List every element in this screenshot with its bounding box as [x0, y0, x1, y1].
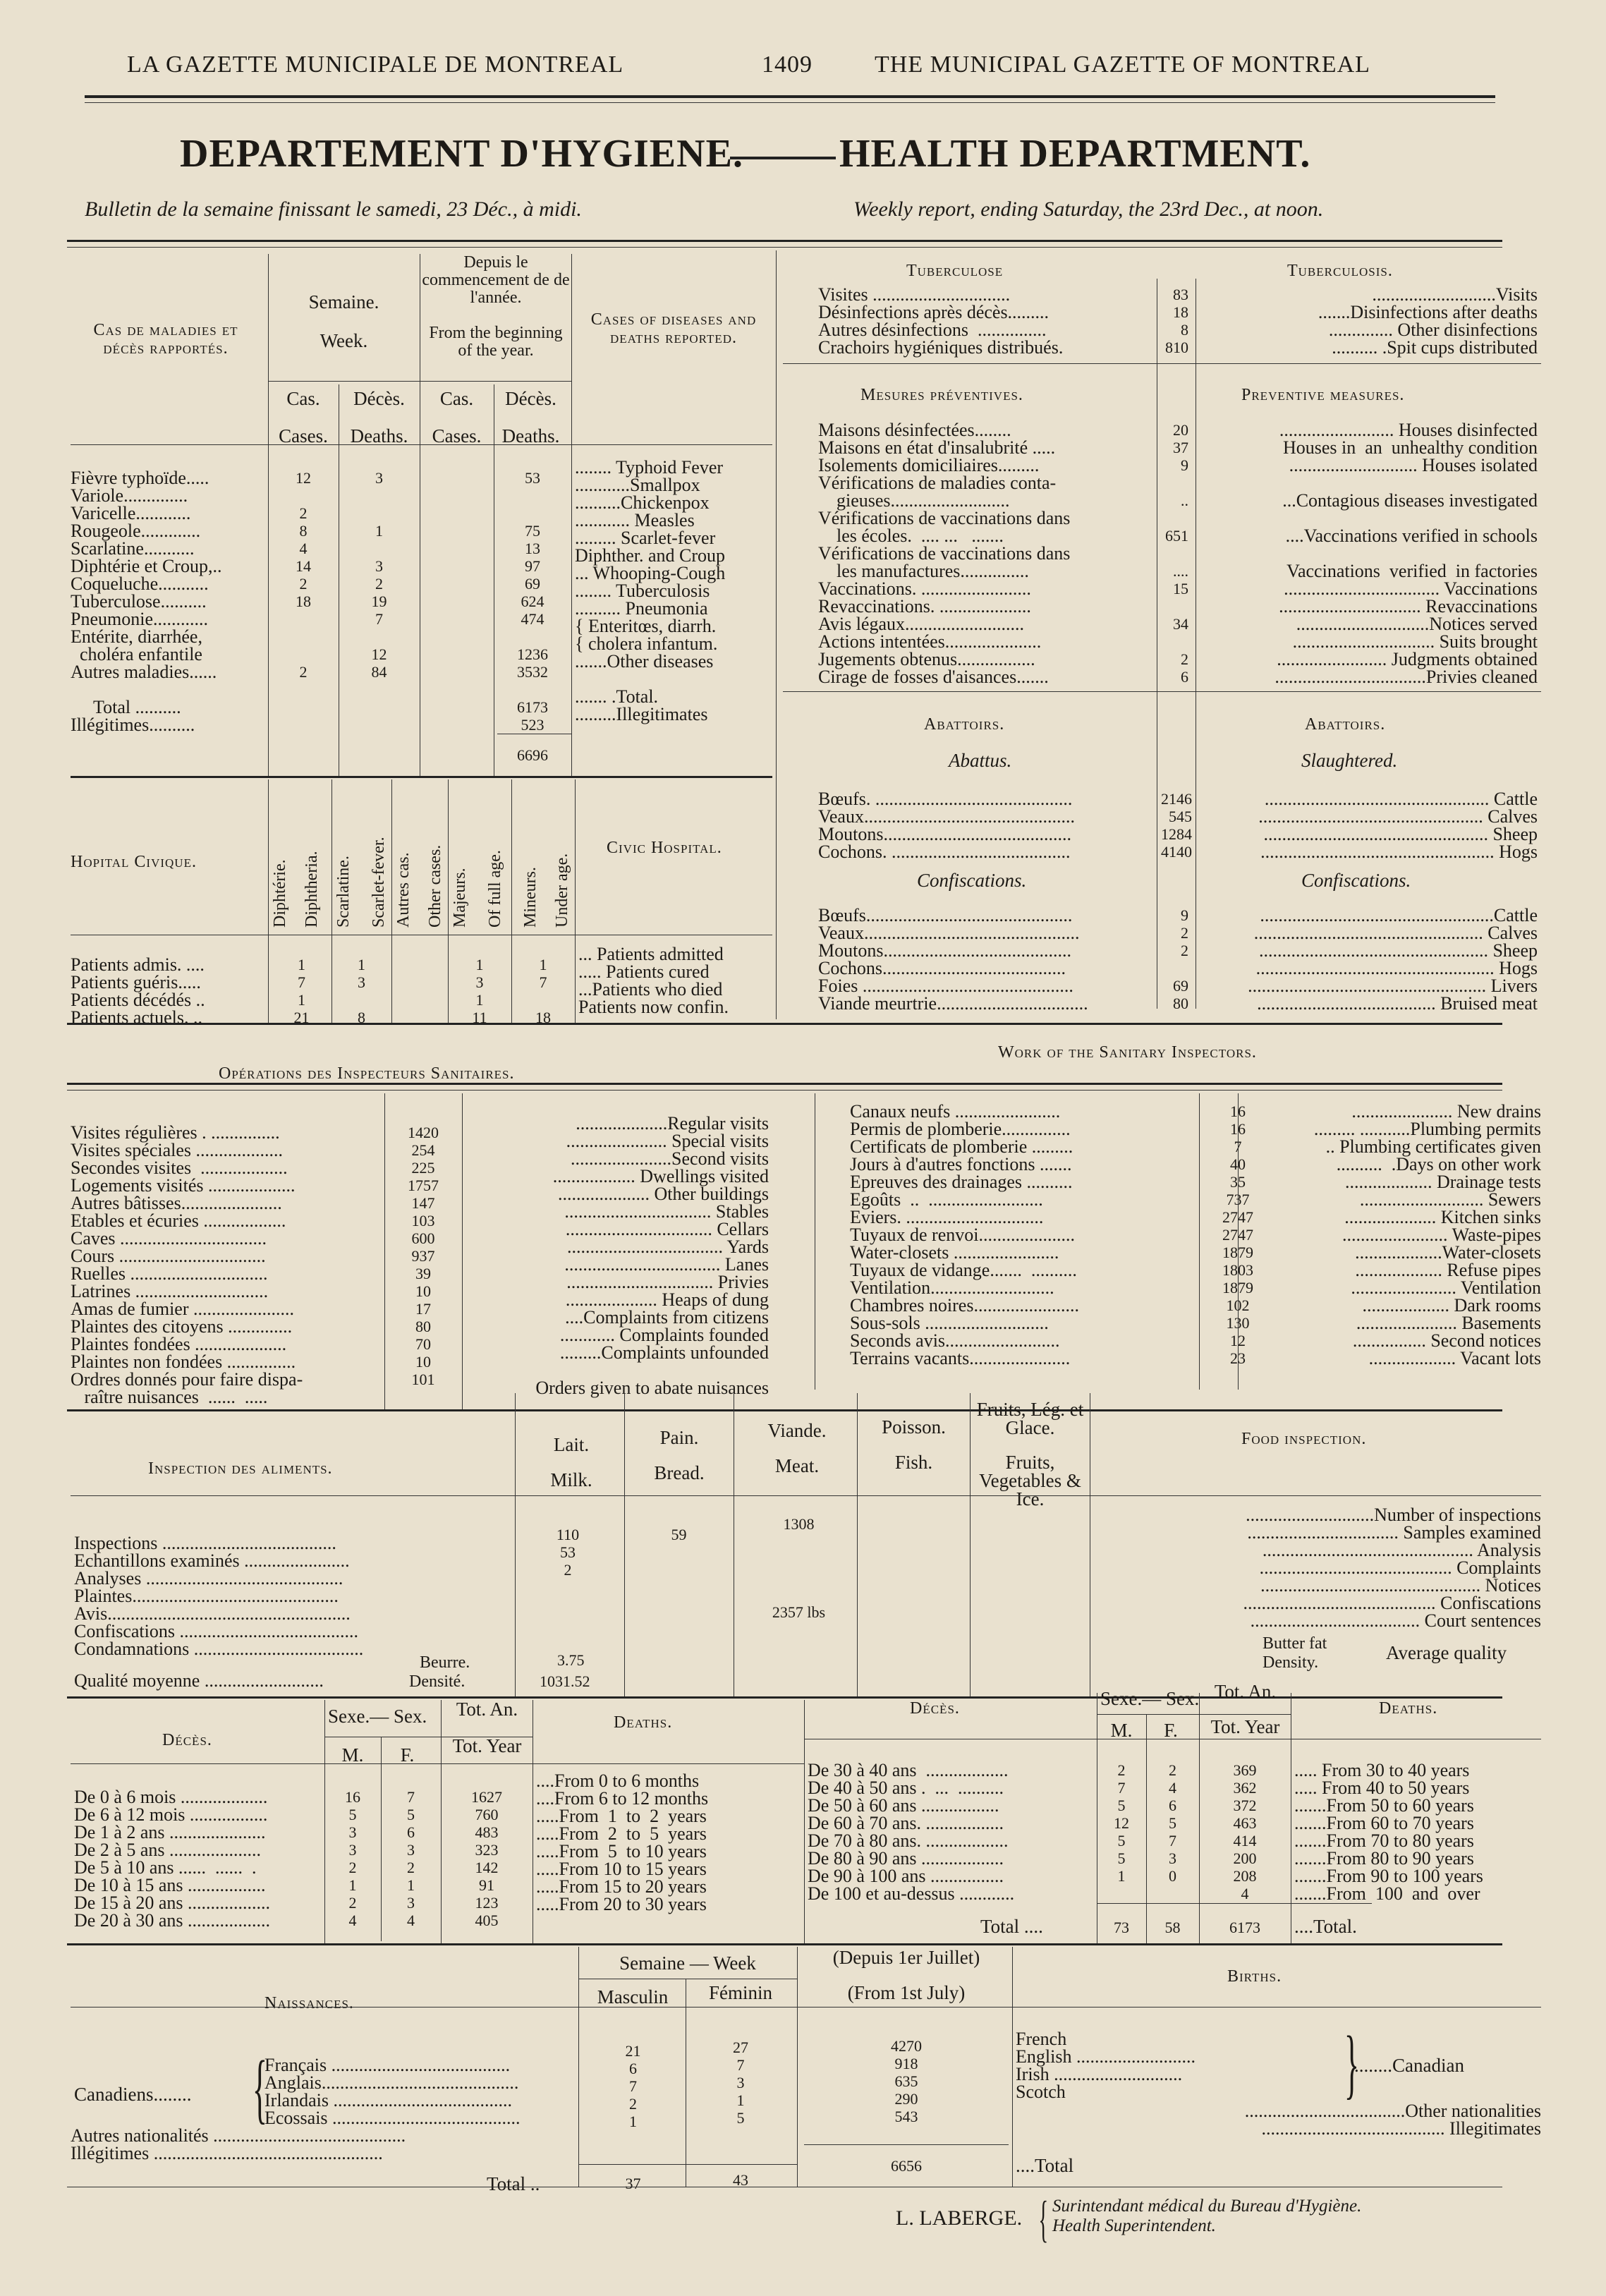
- tub-values: 83 18 8 810: [1165, 286, 1188, 356]
- tub-rows-en: ...........................Visits .......Disinfections after deaths .............. Other disinfections .......... .Spit cups distributed: [1318, 284, 1538, 358]
- insp-left-en: ....................Regular visits ...................... Special visits ......................Second visits .................. Dwellings visited .................... Other buildings ................................ Stables ................................ Cellars .................................. Yards .................................. Lanes ................................ Privies .................... Heaps of dung ....Complaints from citizens ............ Complaints founded .........Complaints unfounded Orders given to abate nuisances: [535, 1113, 769, 1398]
- rule-food: [67, 1409, 1502, 1411]
- naiss-depuis: (Depuis 1er Juillet): [832, 1947, 980, 1968]
- naiss-total-fem: 43: [733, 2171, 748, 2189]
- cases-rows-en: ........ Typhoid Fever ............Smallpox ..........Chickenpox ............ Measles ......... Scarlet-fever Diphther. and Croup ... Whooping-Cough ........ Tuberculosis .......... Pneumonia { Enteritœs, diarrh. { cholera infantum. .......Other diseases ....... .Total. .........Illegitimates: [575, 457, 726, 724]
- food-title-fr: Inspection des aliments.: [148, 1459, 333, 1478]
- subtitle-fr: Bulletin de la semaine finissant le samedi, 23 Déc., à midi.: [85, 198, 582, 221]
- hosp-vline-3: [391, 779, 392, 1023]
- hospital-top-rule: [71, 776, 772, 778]
- naiss-vline-1: [578, 1947, 579, 2187]
- naiss-masc: 21 6 7 2 1: [625, 2042, 641, 2130]
- food-viande-values: 1308 2357 lbs: [772, 1515, 826, 1621]
- hosp-scar: 1 3 8: [358, 956, 365, 1026]
- deces-left-f: 7 5 6 3 2 1 3 4: [407, 1788, 415, 1929]
- deces-total-en: ....Total.: [1294, 1916, 1357, 1937]
- col-mineurs: Mineurs.: [521, 867, 540, 928]
- col-autres: Autres cas.: [394, 852, 413, 928]
- deces-sexe-l: Sexe.— Sex.: [328, 1706, 427, 1727]
- col-diphtheria: Diphtheria.: [303, 851, 321, 928]
- conf-rows-en: ...................................................Cattle .................................................. Calves .................................................. Sheep .................................................... Hogs .................................................... Livers ....................................... Bruised meat: [1248, 905, 1538, 1014]
- col-fruits-fr: Fruits, Lég. et Glace.: [976, 1399, 1084, 1438]
- naiss-head-rule: [71, 2007, 1541, 2008]
- tub-rows-fr: Visites .............................. Désinfections après décès......... Autres désinfections ............... Crachoirs hygiéniques distribués.: [818, 284, 1064, 358]
- since-fr: Depuis le commencement de de l'année.: [422, 253, 570, 307]
- conf-fr: Confiscations.: [917, 870, 1027, 891]
- col-meat: Meat.: [774, 1455, 820, 1476]
- naiss-canadian: ........Canadian: [1354, 2055, 1464, 2076]
- deces-right-tot: 369 362 372 463 414 200 208 4: [1233, 1761, 1257, 1902]
- naiss-illeg: Illégitimes ..................................................: [71, 2143, 383, 2163]
- deces-left-m: 16 5 3 3 2 1 2 4: [345, 1788, 360, 1929]
- deces-left-fr: De 0 à 6 mois ................... De 6 à 12 mois ................. De 1 à 2 ans ..................... De 2 à 5 ans .................... De 5 à 10 ans ...... ...... . De 10 à 15 ans ................. De 15 à 20 ans .................. De 20 à 30 ans ..................: [74, 1787, 271, 1931]
- deces-total-tot: 6173: [1229, 1919, 1260, 1936]
- naiss-masculin: Masculin: [597, 1986, 669, 2008]
- naiss-rows-fr: Français ....................................... Anglais........................................... Irlandais ....................................... Ecossais .........................................: [264, 2055, 521, 2128]
- cases-label-en: Cases of diseases and deaths reported.: [590, 310, 757, 347]
- deces-sexe-r: Sexe.— Sex.: [1100, 1688, 1200, 1709]
- col-scarlatine: Scarlatine.: [334, 856, 353, 928]
- deces-totyear-r: Tot. Year: [1210, 1716, 1280, 1737]
- deces-right-en: ..... From 30 to 40 years ..... From 40 to 50 years .......From 50 to 60 years .......From 60 to 70 years .......From 70 to 80 years .......From 80 to 90 years .......From 90 to 100 years .......From 100 and over: [1294, 1760, 1483, 1904]
- cases-label-fr: Cas de maladies et décès rapportés.: [93, 321, 238, 358]
- subtitle-en: Weekly report, ending Saturday, the 23rd Dec., at noon.: [853, 198, 1324, 221]
- hosp-vline-5: [511, 779, 512, 1023]
- conf-values: 9 2 2 69 80: [1173, 906, 1188, 1012]
- hospital-label-en: Civic Hospital.: [607, 839, 722, 857]
- naiss-autres: Autres nationalités ..........................................: [71, 2125, 406, 2146]
- beurre: Beurre.: [420, 1653, 470, 1672]
- brace-right: }: [1344, 2020, 1359, 2106]
- col-milk: Milk.: [550, 1469, 592, 1490]
- hosp-maj: 1 3 1 11: [472, 956, 487, 1026]
- deces-totan-r: Tot. An.: [1214, 1681, 1277, 1702]
- rule-inspectors: [67, 1023, 1502, 1025]
- food-vline-1: [515, 1393, 516, 1696]
- insp-title-fr: Opérations des Inspecteurs Sanitaires.: [219, 1064, 515, 1083]
- header-rule: [85, 95, 1495, 98]
- insp-vline-5: [1238, 1093, 1239, 1390]
- insp-vline-1: [384, 1093, 385, 1411]
- header-right: THE MUNICIPAL GAZETTE OF MONTREAL: [875, 51, 1370, 78]
- week-fr: Semaine.: [308, 291, 379, 312]
- deces-1: Décès.: [353, 388, 405, 409]
- cas-1: Cas.: [286, 388, 320, 409]
- col-diphterie: Diphtérie.: [271, 859, 289, 928]
- naiss-total-label: Total ..: [487, 2173, 540, 2194]
- food-vline-5: [970, 1393, 971, 1696]
- col-fruits-en: Fruits, Vegetables & Ice.: [979, 1452, 1081, 1510]
- aba-rows-fr: Bœufs. ........................................... Veaux.............................................. Moutons......................................... Cochons. .......................................: [818, 789, 1075, 862]
- deaths-1: Deaths.: [350, 425, 408, 447]
- deces-total-rule: [1097, 1903, 1372, 1904]
- deces-vline-8: [1199, 1693, 1200, 1943]
- naiss-vline-3: [797, 1947, 798, 2187]
- aba-values: 2146 545 1284 4140: [1161, 790, 1192, 861]
- average-quality: Average quality: [1386, 1642, 1507, 1663]
- tub-rule: [783, 363, 1541, 364]
- deces-vline-3: [441, 1700, 442, 1943]
- cas-2: Cas.: [439, 388, 474, 409]
- cases-vline-3: [571, 254, 572, 776]
- densite-value: 1031.52: [540, 1672, 590, 1690]
- naiss-fem: 27 7 3 1 5: [733, 2039, 748, 2127]
- deces-title-en-r: Deaths.: [1379, 1699, 1438, 1718]
- deces-sexe-rule-r: [1097, 1714, 1291, 1715]
- hosp-vline-4: [448, 779, 449, 1023]
- deces-total-label: Total ....: [980, 1916, 1043, 1937]
- mes-rows-en: ......................... Houses disinfected Houses in an unhealthy condition ............................ Houses isolated ...Contagious diseases investigated ....Vaccinations verified in schools Vaccinations verified in factories .................................. Vaccinations ............................... Revaccinations .............................Notices served ............................... Suits brought ........................ Judgments obtained .................................Privies cleaned: [1275, 420, 1538, 687]
- deces-title-fr: Décès.: [162, 1731, 212, 1749]
- food-lait-values: 110 53 2: [556, 1526, 580, 1579]
- naiss-semaine: Semaine — Week: [619, 1952, 756, 1974]
- cases-1: Cases.: [279, 425, 328, 447]
- deces-vline-2: [381, 1737, 382, 1941]
- col-poisson: Poisson.: [882, 1416, 946, 1438]
- naiss-since-total: 6656: [891, 2157, 922, 2175]
- signature-name: L. LABERGE.: [896, 2206, 1023, 2230]
- header-rule-thin: [85, 102, 1495, 103]
- food-rows-fr: Inspections ...................................... Echantillons examinés ....................... Analyses ........................................... Plaintes............................................. Avis..................................................... Confiscations ....................................... Condamnations .....................................: [74, 1533, 364, 1659]
- food-vline-4: [857, 1393, 858, 1696]
- aba-title-fr: Abattoirs.: [924, 715, 1005, 734]
- title-fr: DEPARTEMENT D'HYGIENE.: [180, 132, 743, 176]
- tub-title-en: Tuberculosis.: [1287, 262, 1393, 280]
- aba-sub-en: Slaughtered.: [1301, 750, 1398, 771]
- food-pain-values: 59: [671, 1526, 687, 1543]
- density: Density.: [1263, 1653, 1319, 1672]
- deces-title-fr-r: Décès.: [910, 1699, 960, 1718]
- aba-sub-fr: Abattus.: [949, 750, 1012, 771]
- hospital-label-fr: Hopital Civique.: [71, 853, 197, 871]
- deces-f-r: F.: [1164, 1720, 1178, 1741]
- deces-2: Décès.: [505, 388, 556, 409]
- mes-rule: [783, 691, 1541, 692]
- naiss-title-fr: Naissances.: [264, 1994, 354, 2012]
- naiss-week-rule: [578, 2164, 797, 2165]
- food-title-en: Food inspection.: [1241, 1430, 1367, 1448]
- hosp-vline-6: [575, 779, 576, 1023]
- insp-rule-thin: [67, 1090, 1502, 1091]
- hosp-min: 1 7 18: [535, 956, 551, 1026]
- food-rows-en: ............................Number of inspections ................................. Samples examined .............................................. Analysis .......................................... Complaints ................................................ Notices .......................................... Confiscations ..................................... Court sentences: [1243, 1505, 1541, 1631]
- center-divider: [776, 250, 777, 1019]
- deces-total-f: 58: [1164, 1919, 1181, 1936]
- deces-right-fr: De 30 à 40 ans .................. De 40 à 50 ans . ... .......... De 50 à 60 ans ................. De 60 à 70 ans. ................. De 70 à 80 ans. .................. De 80 à 90 ans .................. De 90 à 100 ans ................ De 100 et au-dessus ............: [808, 1760, 1015, 1904]
- naiss-other-nat: ...................................Other nationalities: [1244, 2101, 1541, 2121]
- signature-brace: {: [1038, 2191, 1049, 2247]
- mes-title-en: Preventive measures.: [1241, 386, 1405, 404]
- cases-week-deces: 3 1 3 2 19 7 12 84: [371, 469, 387, 681]
- cases-hline-head: [71, 444, 772, 445]
- deces-totan-l: Tot. An.: [456, 1699, 518, 1720]
- naiss-rows-en: French English .......................... Irish ............................ Scotch: [1016, 2029, 1196, 2102]
- deces-vline-5: [804, 1700, 805, 1943]
- food-head-rule: [71, 1495, 1541, 1496]
- title-dash: [730, 157, 836, 159]
- naiss-vline-4: [1012, 1947, 1013, 2187]
- conf-en: Confiscations.: [1301, 870, 1411, 891]
- naiss-total-en: ....Total: [1016, 2155, 1074, 2176]
- insp-title-en: Work of the Sanitary Inspectors.: [998, 1043, 1257, 1062]
- deces-right-m: 2 7 5 12 5 5 1: [1114, 1761, 1129, 1885]
- deces-vline-7: [1146, 1714, 1147, 1943]
- beurre-value: 3.75: [557, 1651, 585, 1669]
- tub-title-fr: Tuberculose: [906, 262, 1004, 280]
- cases-2: Cases.: [432, 425, 482, 447]
- header-left: LA GAZETTE MUNICIPALE DE MONTREAL: [127, 51, 624, 78]
- week-en: Week.: [320, 330, 368, 351]
- naiss-total-masc: 37: [625, 2175, 641, 2192]
- cases-vline-1: [268, 254, 269, 776]
- naiss-since-rule: [804, 2144, 1009, 2145]
- conf-rows-fr: Bœufs............................................. Veaux............................................... Moutons......................................... Cochons........................................ Foies .............................................. Viande meurtrie.................................: [818, 905, 1088, 1014]
- col-viande: Viande.: [767, 1420, 827, 1441]
- col-full-age: Of full age.: [486, 850, 504, 928]
- hosp-vline-1: [268, 779, 269, 1023]
- hosp-vline-2: [331, 779, 332, 1023]
- insp-left-values: 1420 254 225 1757 147 103 600 937 39 10 17 80 70 10 101: [408, 1124, 439, 1388]
- densite: Densité.: [409, 1672, 466, 1691]
- insp-vline-2: [462, 1093, 463, 1411]
- cases-week-cas: 12 2 8 4 14 2 18 2: [296, 469, 311, 681]
- hospital-rows-fr: Patients admis. .... Patients guéris..... Patients décédés .. Patients actuels. ..: [71, 954, 205, 1028]
- deces-m-l: M.: [341, 1744, 364, 1766]
- naiss-since: 4270 918 635 290 543: [891, 2037, 922, 2125]
- title-en: HEALTH DEPARTMENT.: [839, 132, 1311, 176]
- rule-top-thin: [67, 247, 1502, 248]
- insp-right-fr: Canaux neufs ....................... Permis de plomberie............... Certificats de plomberie ......... Jours à d'autres fonctions ....... Epreuves des drainages .......... Egoûts .. ......................... Eviers. .............................. Tuyaux de renvoi..................... Water-closets ....................... Tuyaux de vidange....... .......... Ventilation........................... Chambres noires....................... Sous-sols ........................... Seconds avis......................... Terrains vacants......................: [850, 1101, 1079, 1368]
- canadiens: Canadiens........: [74, 2084, 192, 2105]
- deces-head-rule-l: [71, 1763, 804, 1764]
- cases-year-total: 6696: [517, 746, 548, 764]
- insp-left-fr: Visites régulières . ............... Visites spéciales ................... Secondes visites ................... Logements visités ................... Autres bâtisses...................... Etables et écuries .................. Caves ................................ Cours ................................ Ruelles .............................. Latrines ............................. Amas de fumier ...................... Plaintes des citoyens .............. Plaintes fondées .................... Plaintes non fondées ............... Ordres donnés pour faire dispa- raître nuisances ...... .....: [71, 1122, 303, 1407]
- food-quality-fr: Qualité moyenne ..........................: [74, 1670, 324, 1691]
- naiss-title-en: Births.: [1227, 1967, 1282, 1986]
- col-pain: Pain.: [659, 1427, 699, 1448]
- page-number: 1409: [762, 51, 813, 78]
- col-under-age: Under age.: [553, 853, 571, 928]
- mes-rows-fr: Maisons désinfectées........ Maisons en état d'insalubrité ..... Isolements domiciliaires......... Vérifications de maladies conta- gieuses.......................... Vérifications de vaccinations dans les écoles. .... ... ....... Vérifications de vaccinations dans les manufactures............... Vaccinations. ........................ Revaccinations. .................... Avis légaux.......................... Actions intentées..................... Jugements obtenus................. Cirage de fosses d'aisances.......: [818, 420, 1071, 687]
- insp-right-en: ...................... New drains ......... ...........Plumbing permits .. Plumbing certificates given .......... .Days on other work ................... Drainage tests ........................... Sewers .................... Kitchen sinks ....................... Waste-pipes ...................Water-closets ................... Refuse pipes ....................... Ventilation ................... Dark rooms ...................... Basements ................ Second notices ................... Vacant lots: [1313, 1101, 1541, 1368]
- brace-left: {: [252, 2045, 267, 2131]
- col-fish: Fish.: [894, 1452, 933, 1473]
- naiss-feminin: Féminin: [708, 1982, 772, 2003]
- deces-total-m: 73: [1114, 1919, 1129, 1936]
- cases-hline-sub: [268, 381, 571, 382]
- deces-left-en: ....From 0 to 6 months ....From 6 to 12 months .....From 1 to 2 years .....From 2 to 5 years .....From 5 to 10 years .....From 10 to 15 years .....From 15 to 20 years .....From 20 to 30 years: [536, 1770, 709, 1914]
- deces-right-f: 2 4 6 5 7 3 0: [1169, 1761, 1176, 1885]
- mes-title-fr: Mesures préventives.: [860, 386, 1023, 404]
- mes-values: 20 37 9 .. 651 .... 15 34 2 6: [1165, 421, 1188, 686]
- deces-totyear-l: Tot. Year: [452, 1735, 522, 1756]
- signature-title-en: Health Superintendent.: [1052, 2216, 1216, 2235]
- col-lait: Lait.: [553, 1434, 590, 1455]
- rule-naissances: [67, 1943, 1502, 1945]
- col-scarlet-fever: Scarlet-fever.: [370, 837, 388, 928]
- insp-rule: [67, 1083, 1502, 1085]
- deces-title-en-l: Deaths.: [614, 1713, 673, 1732]
- naiss-illegit: ........................................ Illegitimates: [1261, 2118, 1541, 2139]
- butter-fat: Butter fat: [1263, 1634, 1327, 1653]
- aba-rows-en: ................................................. Cattle ................................................. Calves ................................................. Sheep ................................................... Hogs: [1258, 789, 1538, 862]
- col-majeurs: Majeurs.: [451, 868, 469, 928]
- hosp-diph: 1 7 1 21: [293, 956, 310, 1026]
- rule-top: [67, 240, 1502, 242]
- aba-title-en: Abattoirs.: [1305, 715, 1386, 734]
- col-other-cases: Other cases.: [426, 844, 444, 928]
- deces-f-l: F.: [400, 1744, 415, 1766]
- cases-rows-fr: Fièvre typhoïde..... Variole.............. Varicelle............ Rougeole............. Scarlatine........... Diphtérie et Croup,.. Coqueluche........... Tuberculose.......... Pneumonie............ Entérite, diarrhée, choléra enfantile Autres maladies...... Total .......... Illégitimes..........: [71, 468, 222, 735]
- insp-right-values: 16 16 7 40 35 737 2747 2747 1879 1803 1879 102 130 12 23: [1222, 1103, 1253, 1367]
- food-vline-2: [624, 1393, 625, 1696]
- deaths-2: Deaths.: [501, 425, 560, 447]
- cases-year-deces: 53 75 13 97 69 624 474 1236 3532 6173 523: [517, 469, 548, 734]
- signature-title-fr: Surintendant médical du Bureau d'Hygiène.: [1052, 2197, 1362, 2216]
- hospital-rows-en: ... Patients admitted ..... Patients cured ...Patients who died Patients now confin.: [578, 944, 729, 1017]
- col-bread: Bread.: [654, 1462, 705, 1483]
- since-en: From the beginning of the year.: [429, 324, 563, 360]
- naiss-from: (From 1st July): [847, 1982, 966, 2003]
- deces-m-r: M.: [1110, 1720, 1133, 1741]
- deces-left-tot: 1627 760 483 323 142 91 123 405: [471, 1788, 502, 1929]
